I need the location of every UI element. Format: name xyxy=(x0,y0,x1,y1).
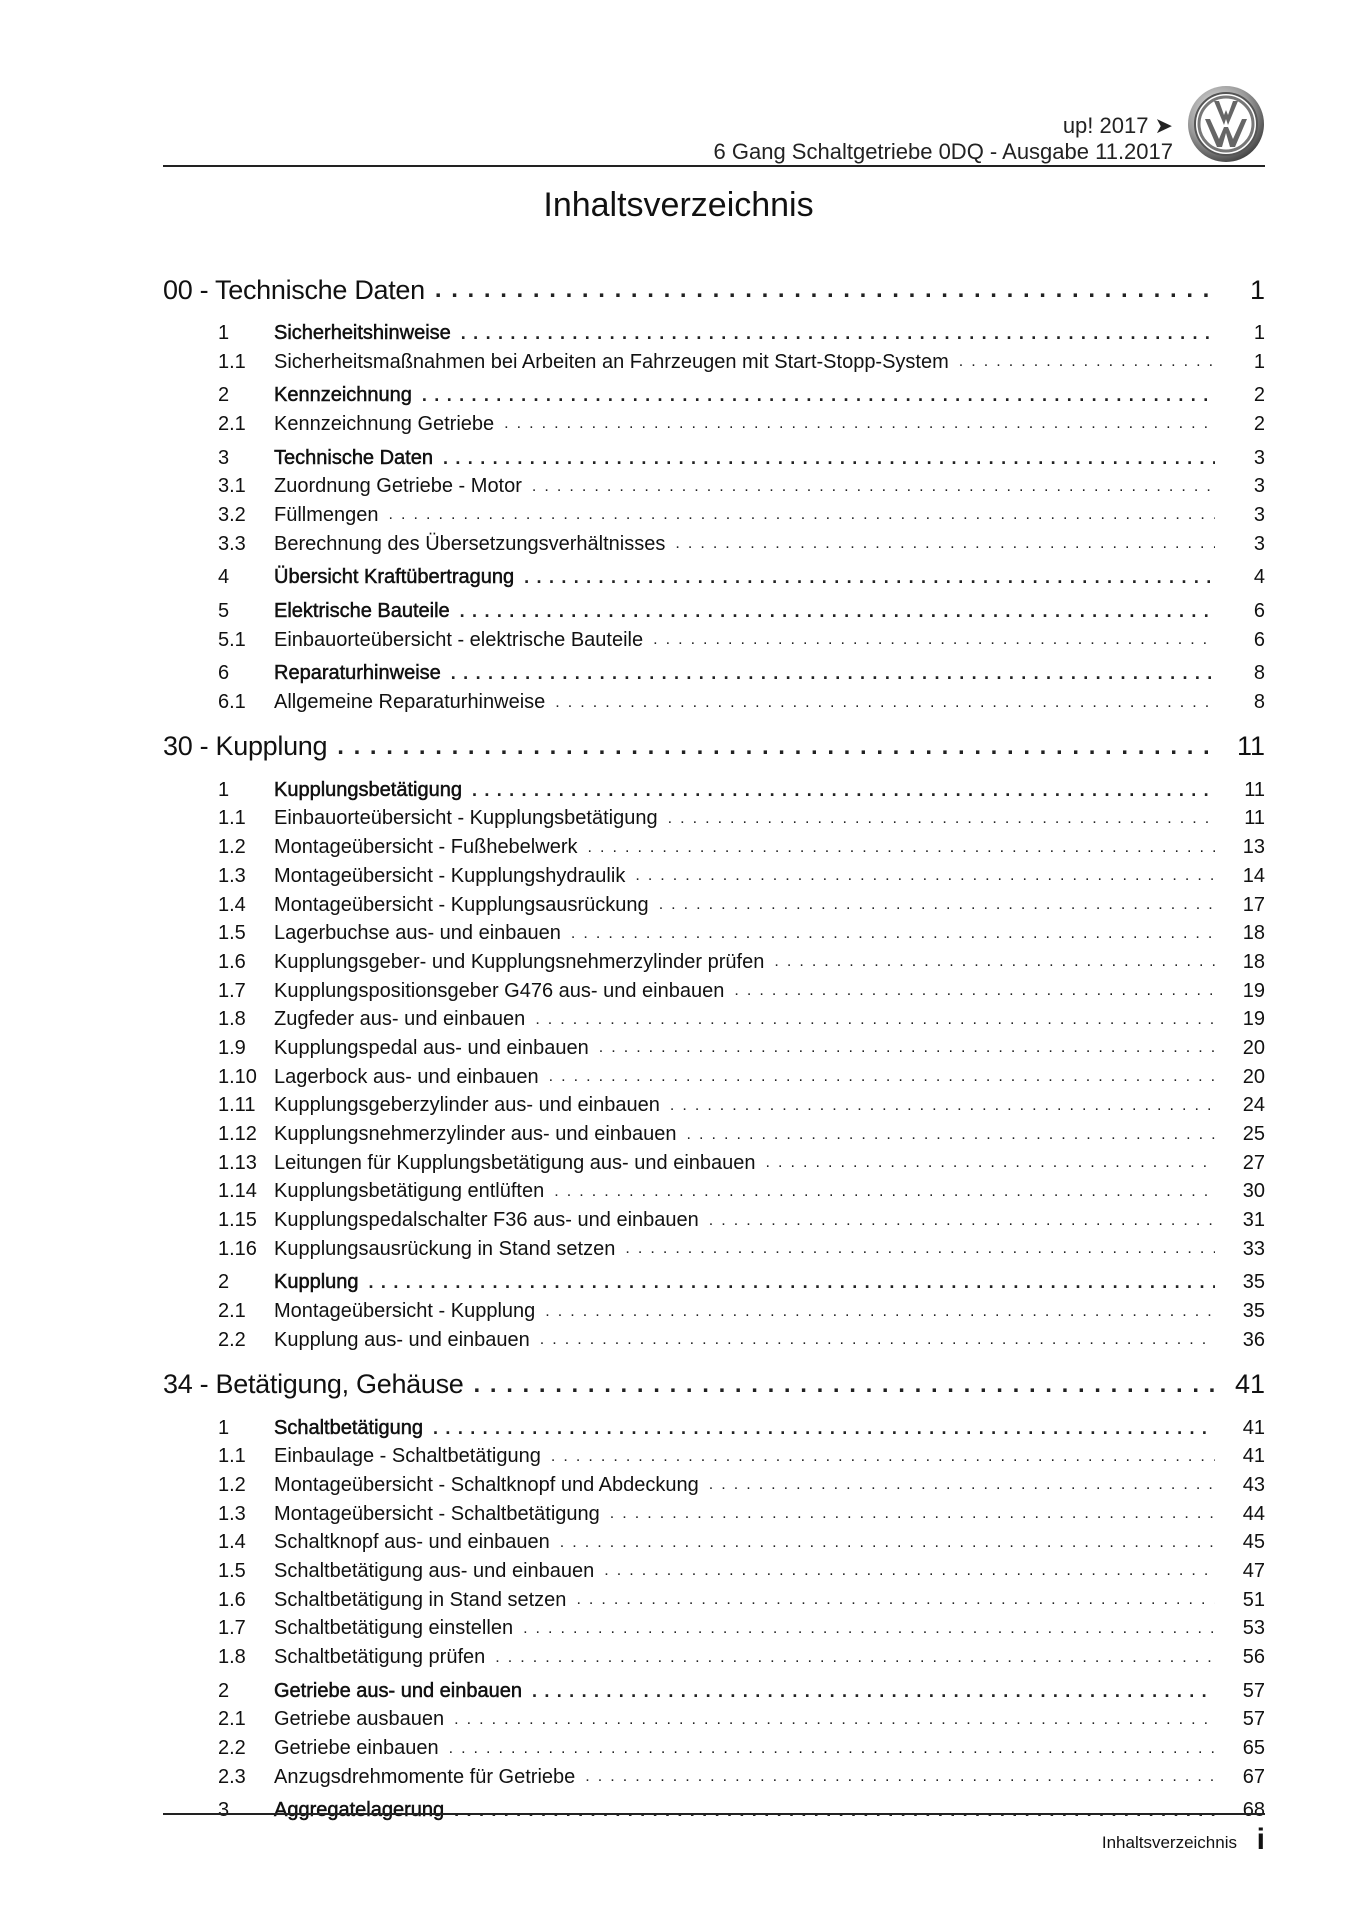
toc-title: Elektrische Bauteile xyxy=(274,600,450,623)
toc-title: Sicherheitsmaßnahmen bei Arbeiten an Fahrzeugen mit Start-Stopp-System xyxy=(274,350,949,373)
toc-page-number: 3 xyxy=(1253,446,1265,469)
toc-number: 5 xyxy=(218,600,230,623)
toc-title: 34 - Betätigung, Gehäuse xyxy=(163,1369,464,1400)
toc-page-number: 1 xyxy=(1253,321,1265,344)
toc-title: Allgemeine Reparaturhinweise xyxy=(274,691,546,714)
toc-leader xyxy=(435,276,1215,304)
toc-number: 1.4 xyxy=(218,893,246,916)
toc-leader xyxy=(369,1272,1215,1293)
toc-section[interactable] xyxy=(163,319,1265,348)
toc-title: Schaltbetätigung einstellen xyxy=(274,1617,514,1640)
toc-page-number: 45 xyxy=(1242,1531,1265,1554)
toc-leader xyxy=(443,448,1215,469)
toc-page-number: 14 xyxy=(1242,864,1265,887)
toc-leader xyxy=(454,1800,1215,1821)
toc-leader xyxy=(959,353,1215,371)
toc-subsection[interactable] xyxy=(163,862,1265,891)
toc-subsection[interactable] xyxy=(163,410,1265,439)
toc-title: Getriebe ausbauen xyxy=(274,1708,445,1731)
header-model-line: up! 2017 ➤ xyxy=(1062,113,1173,138)
toc-leader xyxy=(472,780,1215,801)
toc-title: Kupplungspositionsgeber G476 aus- und einbauen xyxy=(274,979,725,1002)
toc-page-number: 19 xyxy=(1242,979,1265,1002)
toc-number: 1.3 xyxy=(218,1502,246,1525)
toc-leader xyxy=(571,925,1215,943)
toc-subsection[interactable] xyxy=(163,891,1265,920)
toc-page-number: 27 xyxy=(1242,1151,1265,1174)
toc-subsection[interactable] xyxy=(163,1528,1265,1557)
toc-page-number: 41 xyxy=(1242,1445,1265,1468)
toc-number: 1.5 xyxy=(218,922,246,945)
toc-subsection[interactable] xyxy=(163,1586,1265,1615)
toc-subsection[interactable] xyxy=(163,948,1265,977)
toc-title: Lagerbuchse aus- und einbauen xyxy=(274,922,561,945)
toc-leader xyxy=(670,1097,1215,1115)
toc-chapter[interactable] xyxy=(163,1361,1265,1409)
toc-subsection[interactable] xyxy=(163,1120,1265,1149)
toc-leader xyxy=(555,694,1215,712)
toc-page-number: 41 xyxy=(1234,1369,1265,1400)
toc-title: Montageübersicht - Kupplung xyxy=(274,1300,536,1323)
toc-page-number: 68 xyxy=(1242,1799,1265,1822)
toc-leader xyxy=(422,385,1215,406)
toc-page-number: 43 xyxy=(1242,1473,1265,1496)
toc-section[interactable] xyxy=(163,1269,1265,1298)
toc-number: 2 xyxy=(218,1271,230,1294)
toc-number: 2.1 xyxy=(218,412,246,435)
toc-page-number: 35 xyxy=(1242,1300,1265,1323)
toc-number: 1.1 xyxy=(218,350,246,373)
toc-subsection[interactable] xyxy=(163,1326,1265,1355)
toc-title: Technische Daten xyxy=(274,446,433,469)
toc-leader xyxy=(532,478,1215,496)
toc-subsection[interactable] xyxy=(163,977,1265,1006)
toc-page-number: 47 xyxy=(1242,1559,1265,1582)
toc-leader xyxy=(585,1768,1215,1786)
table-of-contents xyxy=(163,260,1265,1825)
toc-number: 1.8 xyxy=(218,1646,246,1669)
toc-section[interactable] xyxy=(163,444,1265,473)
toc-page-number: 24 xyxy=(1242,1094,1265,1117)
toc-leader xyxy=(734,982,1215,1000)
toc-leader xyxy=(587,839,1215,857)
toc-leader xyxy=(545,1303,1215,1321)
toc-page-number: 56 xyxy=(1242,1646,1265,1669)
toc-subsection[interactable] xyxy=(163,472,1265,501)
toc-title: Lagerbock aus- und einbauen xyxy=(274,1065,539,1088)
toc-leader xyxy=(709,1476,1215,1494)
toc-title: Reparaturhinweise xyxy=(274,662,441,685)
toc-subsection[interactable] xyxy=(163,1643,1265,1672)
toc-number: 1.13 xyxy=(218,1151,257,1174)
toc-number: 1.4 xyxy=(218,1531,246,1554)
toc-leader xyxy=(551,1448,1215,1466)
toc-page-number: 44 xyxy=(1242,1502,1265,1525)
toc-subsection[interactable] xyxy=(163,1178,1265,1207)
toc-subsection[interactable] xyxy=(163,1706,1265,1735)
toc-leader xyxy=(337,733,1215,761)
toc-leader xyxy=(523,1620,1215,1638)
toc-leader xyxy=(625,1240,1215,1258)
toc-leader xyxy=(549,1068,1215,1086)
toc-subsection[interactable] xyxy=(163,919,1265,948)
toc-section[interactable] xyxy=(163,381,1265,410)
toc-page-number: 2 xyxy=(1253,412,1265,435)
toc-page-number: 2 xyxy=(1253,384,1265,407)
toc-page-number: 11 xyxy=(1244,807,1265,830)
toc-number: 1.10 xyxy=(218,1065,257,1088)
toc-title: Einbauorteübersicht - elektrische Bauteile xyxy=(274,628,644,651)
toc-leader xyxy=(599,1039,1215,1057)
toc-page-number: 35 xyxy=(1242,1271,1265,1294)
toc-number: 3.2 xyxy=(218,503,246,526)
toc-subsection[interactable] xyxy=(163,501,1265,530)
toc-subsection[interactable] xyxy=(163,833,1265,862)
toc-title: Kennzeichnung Getriebe xyxy=(274,412,495,435)
toc-number: 1.9 xyxy=(218,1036,246,1059)
toc-page-number: 1 xyxy=(1249,274,1265,305)
toc-leader xyxy=(460,601,1215,622)
toc-page-number: 20 xyxy=(1242,1036,1265,1059)
page-header xyxy=(163,85,1265,167)
toc-subsection[interactable] xyxy=(163,1442,1265,1471)
toc-number: 1.7 xyxy=(218,979,246,1002)
toc-number: 1.3 xyxy=(218,864,246,887)
toc-subsection[interactable] xyxy=(163,1615,1265,1644)
toc-leader xyxy=(675,535,1215,553)
toc-section[interactable] xyxy=(163,1797,1265,1826)
toc-number: 2.1 xyxy=(218,1300,246,1323)
toc-subsection[interactable] xyxy=(163,348,1265,377)
footer-rule xyxy=(163,1813,1265,1815)
toc-leader xyxy=(554,1183,1215,1201)
toc-number: 3 xyxy=(218,1799,230,1822)
toc-leader xyxy=(709,1212,1215,1230)
toc-subsection[interactable] xyxy=(163,1297,1265,1326)
toc-number: 1.2 xyxy=(218,1473,246,1496)
header-rule xyxy=(163,165,1265,167)
toc-page-number: 31 xyxy=(1242,1209,1265,1232)
toc-leader xyxy=(495,1649,1215,1667)
toc-title: Montageübersicht - Kupplungsausrückung xyxy=(274,893,649,916)
toc-number: 3.1 xyxy=(218,475,246,498)
toc-number: 1.1 xyxy=(218,807,246,830)
toc-leader xyxy=(610,1505,1215,1523)
toc-title: Anzugsdrehmomente für Getriebe xyxy=(274,1765,576,1788)
page-title: Inhaltsverzeichnis xyxy=(543,186,814,224)
toc-number: 2.2 xyxy=(218,1737,246,1760)
toc-title: Aggregatelagerung xyxy=(274,1799,445,1822)
toc-number: 1 xyxy=(218,778,230,801)
toc-title: Schaltknopf aus- und einbauen xyxy=(274,1531,550,1554)
toc-page-number: 13 xyxy=(1242,836,1265,859)
toc-title: 00 - Technische Daten xyxy=(163,274,425,305)
toc-page-number: 11 xyxy=(1236,731,1265,762)
toc-title: Montageübersicht - Schaltknopf und Abdeckung xyxy=(274,1473,699,1496)
toc-number: 1.6 xyxy=(218,950,246,973)
toc-page-number: 57 xyxy=(1242,1679,1265,1702)
toc-number: 1.16 xyxy=(218,1237,257,1260)
toc-leader xyxy=(389,506,1215,524)
toc-title: Schaltbetätigung prüfen xyxy=(274,1646,486,1669)
toc-title: Kupplungspedalschalter F36 aus- und einbauen xyxy=(274,1209,699,1232)
toc-number: 2.2 xyxy=(218,1328,246,1351)
toc-page-number: 36 xyxy=(1242,1328,1265,1351)
toc-title: Getriebe einbauen xyxy=(274,1737,439,1760)
toc-title: Leitungen für Kupplungsbetätigung aus- und einbauen xyxy=(274,1151,756,1174)
toc-number: 4 xyxy=(218,566,230,589)
toc-title: Kupplungsnehmerzylinder aus- und einbauen xyxy=(274,1123,677,1146)
toc-number: 2.3 xyxy=(218,1765,246,1788)
toc-page-number: 6 xyxy=(1253,628,1265,651)
toc-subsection[interactable] xyxy=(163,1149,1265,1178)
toc-leader xyxy=(659,896,1215,914)
toc-title: Montageübersicht - Kupplungshydraulik xyxy=(274,864,626,887)
toc-title: Kupplungsgeberzylinder aus- und einbauen xyxy=(274,1094,660,1117)
toc-title: Füllmengen xyxy=(274,503,379,526)
toc-number: 1.11 xyxy=(218,1094,256,1117)
toc-subsection[interactable] xyxy=(163,1500,1265,1529)
toc-page-number: 51 xyxy=(1242,1588,1265,1611)
toc-page-number: 18 xyxy=(1242,922,1265,945)
toc-subsection[interactable] xyxy=(163,1206,1265,1235)
toc-section[interactable] xyxy=(163,1677,1265,1706)
toc-page-number: 6 xyxy=(1253,600,1265,623)
toc-number: 1.5 xyxy=(218,1559,246,1582)
toc-number: 1.15 xyxy=(218,1209,257,1232)
toc-number: 2 xyxy=(218,384,230,407)
toc-title: Kennzeichnung xyxy=(274,384,412,407)
toc-page-number: 57 xyxy=(1242,1708,1265,1731)
toc-leader xyxy=(653,631,1215,649)
toc-title: Kupplung xyxy=(274,1271,359,1294)
footer-page-number: i xyxy=(1256,1823,1265,1856)
toc-subsection[interactable] xyxy=(163,1557,1265,1586)
toc-title: Berechnung des Übersetzungsverhältnisses xyxy=(274,532,666,555)
toc-title: Kupplungsbetätigung entlüften xyxy=(274,1180,545,1203)
toc-number: 6 xyxy=(218,662,230,685)
toc-section[interactable] xyxy=(163,564,1265,593)
toc-leader xyxy=(535,1011,1215,1029)
toc-page-number: 65 xyxy=(1242,1737,1265,1760)
toc-title: Schaltbetätigung aus- und einbauen xyxy=(274,1559,595,1582)
toc-section[interactable] xyxy=(163,1414,1265,1443)
toc-leader xyxy=(524,567,1215,588)
toc-leader xyxy=(774,953,1215,971)
toc-title: Kupplungsbetätigung xyxy=(274,778,462,801)
toc-leader xyxy=(454,1711,1215,1729)
toc-leader xyxy=(449,1740,1215,1758)
toc-title: Schaltbetätigung in Stand setzen xyxy=(274,1588,567,1611)
toc-page-number: 1 xyxy=(1253,350,1265,373)
toc-subsection[interactable] xyxy=(163,688,1265,717)
toc-page-number: 8 xyxy=(1253,662,1265,685)
toc-number: 1 xyxy=(218,1416,230,1439)
toc-page-number: 20 xyxy=(1242,1065,1265,1088)
toc-page-number: 30 xyxy=(1242,1180,1265,1203)
toc-number: 2.1 xyxy=(218,1708,246,1731)
toc-number: 6.1 xyxy=(218,691,246,714)
toc-number: 1.8 xyxy=(218,1008,246,1031)
toc-chapter[interactable] xyxy=(163,266,1265,314)
toc-leader xyxy=(461,323,1215,344)
toc-leader xyxy=(604,1562,1215,1580)
toc-leader xyxy=(532,1681,1215,1702)
toc-leader xyxy=(540,1331,1215,1349)
toc-number: 2 xyxy=(218,1679,230,1702)
toc-subsection[interactable] xyxy=(163,805,1265,834)
toc-title: Montageübersicht - Schaltbetätigung xyxy=(274,1502,600,1525)
toc-page-number: 8 xyxy=(1253,691,1265,714)
toc-leader xyxy=(687,1126,1216,1144)
toc-page-number: 18 xyxy=(1242,950,1265,973)
toc-title: Sicherheitshinweise xyxy=(274,321,451,344)
toc-title: Übersicht Kraftübertragung xyxy=(274,566,515,589)
toc-page-number: 17 xyxy=(1242,893,1265,916)
toc-subsection[interactable] xyxy=(163,1763,1265,1792)
toc-page-number: 67 xyxy=(1242,1765,1265,1788)
toc-leader xyxy=(504,415,1215,433)
toc-title: Einbaulage - Schaltbetätigung xyxy=(274,1445,541,1468)
toc-title: Getriebe aus- und einbauen xyxy=(274,1679,522,1702)
toc-page-number: 3 xyxy=(1253,475,1265,498)
toc-title: Montageübersicht - Fußhebelwerk xyxy=(274,836,578,859)
toc-page-number: 11 xyxy=(1244,778,1265,801)
toc-page-number: 3 xyxy=(1253,532,1265,555)
toc-page-number: 25 xyxy=(1242,1123,1265,1146)
toc-leader xyxy=(433,1418,1215,1439)
toc-page-number: 3 xyxy=(1253,503,1265,526)
toc-number: 1.7 xyxy=(218,1617,246,1640)
toc-subsection[interactable] xyxy=(163,1235,1265,1264)
toc-number: 1 xyxy=(218,321,230,344)
toc-title: 30 - Kupplung xyxy=(163,731,328,762)
toc-number: 1.12 xyxy=(218,1123,257,1146)
toc-leader xyxy=(635,867,1215,885)
toc-page-number: 19 xyxy=(1242,1008,1265,1031)
toc-number: 1.1 xyxy=(218,1445,246,1468)
toc-leader xyxy=(560,1534,1215,1552)
toc-section[interactable] xyxy=(163,597,1265,626)
toc-number: 3.3 xyxy=(218,532,246,555)
toc-page-number: 41 xyxy=(1242,1416,1265,1439)
toc-leader xyxy=(474,1371,1215,1399)
toc-page-number: 53 xyxy=(1242,1617,1265,1640)
toc-subsection[interactable] xyxy=(163,1063,1265,1092)
toc-leader xyxy=(451,663,1215,684)
toc-title: Einbauorteübersicht - Kupplungsbetätigung xyxy=(274,807,658,830)
toc-title: Kupplungsgeber- und Kupplungsnehmerzylinder prüfen xyxy=(274,950,765,973)
toc-page-number: 4 xyxy=(1253,566,1265,589)
toc-chapter[interactable] xyxy=(163,723,1265,771)
toc-section[interactable] xyxy=(163,660,1265,689)
toc-title: Kupplung aus- und einbauen xyxy=(274,1328,530,1351)
toc-title: Kupplungsausrückung in Stand setzen xyxy=(274,1237,616,1260)
toc-section[interactable] xyxy=(163,776,1265,805)
vw-logo-icon xyxy=(1187,85,1265,163)
toc-title: Zuordnung Getriebe - Motor xyxy=(274,475,522,498)
toc-number: 1.2 xyxy=(218,836,246,859)
toc-title: Kupplungspedal aus- und einbauen xyxy=(274,1036,589,1059)
toc-number: 5.1 xyxy=(218,628,246,651)
toc-subsection[interactable] xyxy=(163,1034,1265,1063)
toc-leader xyxy=(668,810,1215,828)
toc-title: Zugfeder aus- und einbauen xyxy=(274,1008,526,1031)
toc-subsection[interactable] xyxy=(163,1734,1265,1763)
toc-subsection[interactable] xyxy=(163,1005,1265,1034)
toc-page-number: 33 xyxy=(1242,1237,1265,1260)
toc-subsection[interactable] xyxy=(163,1471,1265,1500)
toc-title: Schaltbetätigung xyxy=(274,1416,424,1439)
toc-leader xyxy=(766,1154,1215,1172)
toc-subsection[interactable] xyxy=(163,626,1265,655)
toc-number: 3 xyxy=(218,446,230,469)
toc-subsection[interactable] xyxy=(163,1092,1265,1121)
toc-leader xyxy=(576,1591,1215,1609)
header-subtitle-line: 6 Gang Schaltgetriebe 0DQ - Ausgabe 11.2017 xyxy=(713,139,1173,164)
toc-number: 1.14 xyxy=(218,1180,257,1203)
toc-subsection[interactable] xyxy=(163,530,1265,559)
footer-label: Inhaltsverzeichnis xyxy=(1101,1833,1237,1852)
toc-number: 1.6 xyxy=(218,1588,246,1611)
